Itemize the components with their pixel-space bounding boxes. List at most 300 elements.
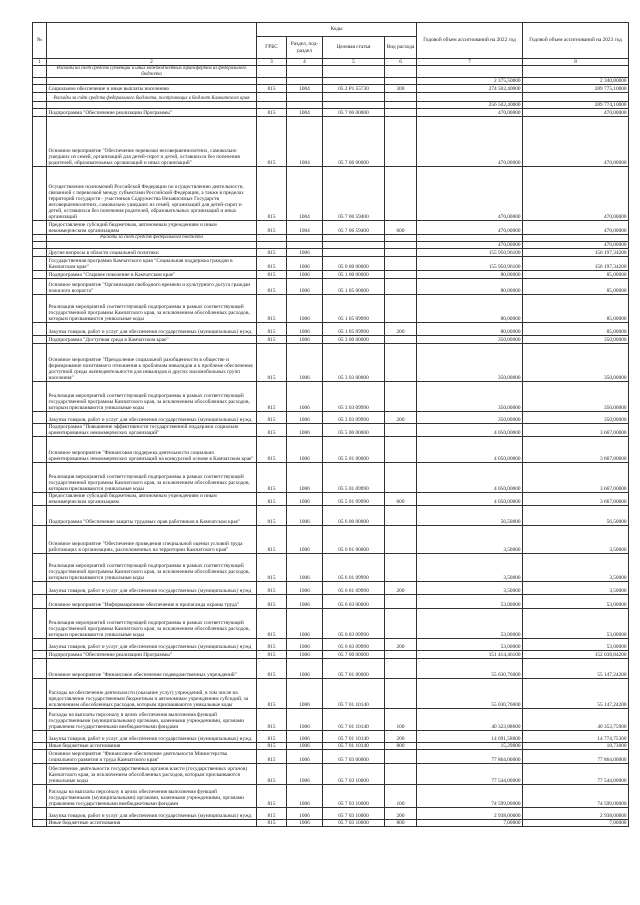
row-num-cell — [33, 411, 47, 423]
row-name: Государственная программа Камчатского края "Социальная поддержка граждан в Камчатском крае" — [47, 256, 257, 270]
row-vr — [385, 109, 417, 117]
table-row — [33, 526, 629, 554]
row-name: Иные бюджетные ассигнования — [47, 820, 257, 827]
index-cell: 8 — [523, 59, 629, 66]
header-name — [47, 23, 257, 59]
header-razdel: Раздел, под- раздел — [287, 37, 323, 59]
row-razdel: 1006 — [287, 248, 323, 256]
row-csr: 05 6 00 00000 — [323, 506, 385, 526]
row-num-cell — [33, 102, 47, 109]
row-csr: 05 7 01 10140 — [323, 731, 385, 743]
row-plan-2023: 53,00000 — [523, 639, 629, 651]
row-grbs: 815 — [257, 463, 287, 493]
row-razdel: 1006 — [287, 493, 323, 506]
row-plan-2022 — [417, 93, 523, 102]
row-plan-2022: 4 050,00000 — [417, 423, 523, 436]
row-vr — [385, 248, 417, 256]
row-grbs: 815 — [257, 85, 287, 93]
row-csr: 05 1 05 09990 — [323, 322, 385, 335]
row-plan-2023: 85,00000 — [523, 294, 629, 322]
row-vr — [385, 764, 417, 785]
row-name: Закупка товаров, работ и услуг для обеспечения государственных (муниципальных) нужд — [47, 731, 257, 743]
header-plan-2022: Годовой объем ассигнований на 2022 год — [417, 23, 523, 59]
table-row — [33, 709, 629, 731]
table-row — [33, 731, 629, 743]
row-name: Подпрограмма "Старшее поколение в Камчатском крае" — [47, 270, 257, 278]
row-name: Основное мероприятие "Организация свободного времени и культурного досуга граждан пожилого возраста" — [47, 278, 257, 294]
row-num-cell — [33, 78, 47, 85]
header-num: № — [33, 23, 47, 59]
row-name: Реализация мероприятий соответствующей подпрограммы в рамках соответствующей государственной программы Камчатского края, за исключением обособленных расходов, которым присваиваются уникальные коды — [47, 294, 257, 322]
table-row — [33, 278, 629, 294]
row-vr — [385, 256, 417, 270]
row-plan-2022: 80,00000 — [417, 270, 523, 278]
row-vr — [385, 609, 417, 639]
row-vr — [385, 506, 417, 526]
row-plan-2022: 3,50000 — [417, 582, 523, 595]
row-plan-2023: 350,00000 — [523, 411, 629, 423]
row-plan-2022: 470,00000 — [417, 167, 523, 221]
row-csr: 05 6 03 09990 — [323, 609, 385, 639]
row-plan-2023: 85,00000 — [523, 270, 629, 278]
row-plan-2022: 2 375,50000 — [417, 78, 523, 85]
row-grbs: 815 — [257, 785, 287, 808]
row-num-cell — [33, 294, 47, 322]
header-plan-2023: Годовой объем ассигнований на 2023 год — [523, 23, 629, 59]
row-plan-2022: 4 050,00000 — [417, 437, 523, 463]
row-razdel: 1006 — [287, 731, 323, 743]
row-vr: 200 — [385, 411, 417, 423]
row-grbs: 815 — [257, 679, 287, 709]
row-num-cell — [33, 256, 47, 270]
row-plan-2023: 53,00000 — [523, 595, 629, 609]
row-name: Закупка товаров, работ и услуг для обеспечения государственных (муниципальных) нужд — [47, 411, 257, 423]
row-razdel: 1006 — [287, 639, 323, 651]
row-vr: 100 — [385, 785, 417, 808]
row-name: Основное мероприятие "Преодоление социальной разобщенности в обществе и формирование позитивного отношения к проблемам инвалидов и к проблеме обеспечения доступной среды жизнедеятельности для инвалидов и других маломобильных групп населения" — [47, 343, 257, 381]
row-grbs: 815 — [257, 731, 287, 743]
row-plan-2022: 74 599,00000 — [417, 785, 523, 808]
row-plan-2022: 256 502,40000 — [417, 102, 523, 109]
row-plan-2022: 14 691,58600 — [417, 731, 523, 743]
row-csr: 05 5 00 00000 — [323, 423, 385, 436]
row-plan-2022: 155 950,96100 — [417, 248, 523, 256]
row-grbs: 815 — [257, 381, 287, 411]
row-csr — [323, 241, 385, 248]
row-csr: 05 0 00 00000 — [323, 256, 385, 270]
row-vr — [385, 526, 417, 554]
row-plan-2022: 2 938,00000 — [417, 808, 523, 820]
table-row — [33, 102, 629, 109]
row-grbs: 815 — [257, 278, 287, 294]
row-plan-2023: 55 147,24200 — [523, 659, 629, 679]
row-plan-2022: 7,00000 — [417, 820, 523, 827]
row-razdel: 1004 — [287, 167, 323, 221]
row-plan-2022: 80,00000 — [417, 294, 523, 322]
row-vr — [385, 335, 417, 343]
row-razdel: 1006 — [287, 743, 323, 750]
row-grbs: 815 — [257, 221, 287, 235]
row-csr: 05 1 05 00000 — [323, 278, 385, 294]
row-name: Основное мероприятие "Финансовое обеспечение подведомственных учреждений" — [47, 659, 257, 679]
row-name: Предоставление субсидий бюджетным, автономным учреждениям и иным некоммерческим организациям — [47, 493, 257, 506]
row-csr — [323, 78, 385, 85]
row-vr: 300 — [385, 85, 417, 93]
row-csr: 05 6 01 09990 — [323, 582, 385, 595]
row-vr: 200 — [385, 808, 417, 820]
row-plan-2023: 14 774,75300 — [523, 731, 629, 743]
row-plan-2022: 53,00000 — [417, 595, 523, 609]
row-plan-2022: 470,00000 — [417, 109, 523, 117]
row-num-cell — [33, 66, 47, 78]
table-row — [33, 85, 629, 93]
row-plan-2023: 53,00000 — [523, 609, 629, 639]
row-name: Предоставление субсидий бюджетным, автономным учреждениям и иным некоммерческим организациям — [47, 221, 257, 235]
row-csr: 05 7 03 10000 — [323, 808, 385, 820]
row-vr — [385, 651, 417, 659]
row-vr — [385, 167, 417, 221]
row-plan-2023: 56,50000 — [523, 506, 629, 526]
row-csr: 05 7 01 10140 — [323, 709, 385, 731]
row-csr: 05 7 00 00000 — [323, 109, 385, 117]
table-row — [33, 411, 629, 423]
row-csr: 05 2 P1 55730 — [323, 85, 385, 93]
row-num-cell — [33, 709, 47, 731]
row-razdel: 1006 — [287, 582, 323, 595]
row-plan-2023: 85,00000 — [523, 278, 629, 294]
table-row — [33, 764, 629, 785]
row-razdel: 1006 — [287, 322, 323, 335]
row-grbs: 815 — [257, 609, 287, 639]
row-csr: 05 7 06 00000 — [323, 117, 385, 167]
row-csr — [323, 66, 385, 78]
row-name: Основное мероприятие "Финансовая поддержка деятельности социально ориентированных некоммерческих организаций на конкурсной основе в Камчатском крае" — [47, 437, 257, 463]
row-grbs: 815 — [257, 493, 287, 506]
row-csr: 05 5 01 00000 — [323, 437, 385, 463]
index-cell: 2 — [47, 59, 257, 66]
row-num-cell — [33, 93, 47, 102]
row-vr — [385, 750, 417, 764]
row-csr: 05 7 03 10000 — [323, 785, 385, 808]
table-row — [33, 248, 629, 256]
row-vr — [385, 381, 417, 411]
row-plan-2022: 350,00000 — [417, 381, 523, 411]
row-note: Расходы на счёт средств субвенций и иных межбюджетных трансфертов из федерального бюджета — [47, 66, 257, 78]
row-num-cell — [33, 167, 47, 221]
table-row — [33, 820, 629, 827]
table-row — [33, 294, 629, 322]
row-plan-2023: 470,00000 — [523, 117, 629, 167]
table-row — [33, 493, 629, 506]
row-plan-2023: 3 667,00000 — [523, 463, 629, 493]
row-plan-2023: 470,00000 — [523, 241, 629, 248]
row-plan-2022: 3,50000 — [417, 554, 523, 582]
row-plan-2023: 289 774,10000 — [523, 102, 629, 109]
table-row — [33, 322, 629, 335]
row-vr — [385, 270, 417, 278]
row-num-cell — [33, 651, 47, 659]
row-razdel: 1006 — [287, 609, 323, 639]
row-grbs: 815 — [257, 256, 287, 270]
row-plan-2023: 289 775,10000 — [523, 85, 629, 93]
row-razdel: 1006 — [287, 526, 323, 554]
row-name: Другие вопросы в области социальной политики — [47, 248, 257, 256]
row-name — [47, 241, 257, 248]
row-csr: 05 1 05 09990 — [323, 294, 385, 322]
row-plan-2023 — [523, 66, 629, 78]
row-plan-2023: 350,00000 — [523, 335, 629, 343]
row-grbs: 815 — [257, 651, 287, 659]
row-csr: 05 7 01 10140 — [323, 679, 385, 709]
row-razdel: 1006 — [287, 554, 323, 582]
row-plan-2022: 155 950,96100 — [417, 256, 523, 270]
row-plan-2022: 56,50000 — [417, 506, 523, 526]
row-vr — [385, 102, 417, 109]
table-row — [33, 167, 629, 221]
row-grbs: 815 — [257, 582, 287, 595]
table-row — [33, 335, 629, 343]
row-razdel: 1006 — [287, 270, 323, 278]
row-plan-2022: 274 502,40000 — [417, 85, 523, 93]
row-name: Основное мероприятие "Обеспечение проведения специальной оценки условий труда работающих в организациях, расположенных на территории Камчатского края" — [47, 526, 257, 554]
row-plan-2022: 53,00000 — [417, 639, 523, 651]
row-note: Расходы за счёт средств федерального бюджета — [47, 235, 257, 242]
row-razdel — [287, 93, 323, 102]
row-plan-2023: 156 197,34200 — [523, 256, 629, 270]
row-name: Подпрограмма "Обеспечение реализации Программы" — [47, 651, 257, 659]
row-vr: 200 — [385, 582, 417, 595]
row-num-cell — [33, 463, 47, 493]
row-vr — [385, 463, 417, 493]
row-grbs: 815 — [257, 167, 287, 221]
row-razdel: 1006 — [287, 256, 323, 270]
row-razdel: 1006 — [287, 764, 323, 785]
row-num-cell — [33, 322, 47, 335]
row-razdel: 1006 — [287, 463, 323, 493]
row-csr: 05 7 06 59400 — [323, 221, 385, 235]
budget-table — [32, 22, 629, 827]
row-vr — [385, 78, 417, 85]
row-csr: 05 3 00 00000 — [323, 335, 385, 343]
row-vr: 800 — [385, 743, 417, 750]
row-vr — [385, 278, 417, 294]
row-vr: 100 — [385, 709, 417, 731]
row-plan-2023: 350,00000 — [523, 381, 629, 411]
row-plan-2022: 350,00000 — [417, 335, 523, 343]
row-plan-2022: 55 030,76000 — [417, 659, 523, 679]
row-vr — [385, 241, 417, 248]
row-grbs: 815 — [257, 437, 287, 463]
table-row — [33, 381, 629, 411]
row-razdel: 1006 — [287, 659, 323, 679]
row-num-cell — [33, 659, 47, 679]
row-grbs: 815 — [257, 506, 287, 526]
row-name: Подпрограмма "Доступная среда в Камчатском крае" — [47, 335, 257, 343]
row-razdel: 1006 — [287, 820, 323, 827]
row-name: Расходы на выплаты персоналу в целях обеспечения выполнения функций государственными (муниципальными) органами, казенными учреждениями, органами управления государственными внебюджетными фондами — [47, 785, 257, 808]
row-plan-2022: 4 050,00000 — [417, 463, 523, 493]
row-grbs: 815 — [257, 322, 287, 335]
row-name: Осуществление полномочий Российской Федерации по осуществлению деятельности, связанной с перевозкой между субъектами Российской Федерации, а также в пределах территорий государств - участников Содружества Независимых Государств несовершеннолетних, самовольно ушедших из семей, организаций для детей-сирот и детей, оставшихся без попечения родителей, образовательных организаций и иных организаций — [47, 167, 257, 221]
row-num-cell — [33, 639, 47, 651]
row-name: Основное мероприятие "Обеспечение перевозки несовершеннолетних, самовольно ушедших из семей, организаций для детей-сирот и детей, оставшихся без попечения родителей, образовательных организаций и иных организаций" — [47, 117, 257, 167]
row-csr: 05 1 00 00000 — [323, 270, 385, 278]
row-vr — [385, 659, 417, 679]
header-csr: Целевая статья — [323, 37, 385, 59]
row-name: Реализация мероприятий соответствующей подпрограммы в рамках соответствующей государственной программы Камчатского края, за исключением обособленных расходов, которым присваиваются уникальные коды — [47, 381, 257, 411]
table-row — [33, 343, 629, 381]
row-name: Закупка товаров, работ и услуг для обеспечения государственных (муниципальных) нужд — [47, 639, 257, 651]
row-plan-2023: 3,50000 — [523, 526, 629, 554]
table-row — [33, 743, 629, 750]
row-name: Закупка товаров, работ и услуг для обеспечения государственных (муниципальных) нужд — [47, 322, 257, 335]
row-plan-2023: 470,00000 — [523, 109, 629, 117]
row-plan-2023: 40 353,75900 — [523, 709, 629, 731]
table-row — [33, 651, 629, 659]
row-plan-2023: 3 667,00000 — [523, 423, 629, 436]
row-plan-2022: 4 050,00000 — [417, 493, 523, 506]
row-num-cell — [33, 526, 47, 554]
row-grbs: 815 — [257, 526, 287, 554]
row-name: Иные бюджетные ассигнования — [47, 743, 257, 750]
row-plan-2023: 55 147,24200 — [523, 679, 629, 709]
table-body — [33, 66, 629, 827]
row-razdel — [287, 66, 323, 78]
row-plan-2023: 74 599,00000 — [523, 785, 629, 808]
row-plan-2023: 470,00000 — [523, 167, 629, 221]
row-grbs: 815 — [257, 423, 287, 436]
row-num-cell — [33, 609, 47, 639]
row-grbs: 815 — [257, 335, 287, 343]
row-csr: 05 3 03 00000 — [323, 343, 385, 381]
row-csr: 05 7 03 00000 — [323, 750, 385, 764]
table-row — [33, 78, 629, 85]
table-row — [33, 437, 629, 463]
row-plan-2022: 77 864,00000 — [417, 750, 523, 764]
row-name: Подпрограмма "Повышение эффективности государственной поддержки социально ориентированных некоммерческих организаций" — [47, 423, 257, 436]
row-num-cell — [33, 750, 47, 764]
row-name: Социальное обеспечение и иные выплаты населению — [47, 85, 257, 93]
row-name — [47, 102, 257, 109]
row-csr — [323, 248, 385, 256]
row-razdel: 1006 — [287, 278, 323, 294]
table-row — [33, 506, 629, 526]
table-row — [33, 109, 629, 117]
row-num-cell — [33, 493, 47, 506]
table-row — [33, 423, 629, 436]
row-name: Обеспечение деятельности государственных органов власти (государственных органов) Камчатского края, за исключением обособленных расходов, которым присваиваются уникальные коды — [47, 764, 257, 785]
table-row — [33, 808, 629, 820]
row-name: Реализация мероприятий соответствующей подпрограммы в рамках соответствующей государственной программы Камчатского края, за исключением обособленных расходов, которым присваиваются уникальные коды — [47, 463, 257, 493]
row-num-cell — [33, 241, 47, 248]
row-grbs: 815 — [257, 820, 287, 827]
table-row — [33, 679, 629, 709]
row-plan-2023: 152 038,84200 — [523, 651, 629, 659]
row-grbs — [257, 102, 287, 109]
row-razdel: 1006 — [287, 595, 323, 609]
row-grbs: 815 — [257, 117, 287, 167]
index-cell: 5 — [323, 59, 385, 66]
table-row — [33, 66, 629, 78]
header-codes: Коды — [257, 23, 417, 37]
row-razdel: 1006 — [287, 651, 323, 659]
row-name: Расходы на выплаты персоналу в целях обеспечения выполнения функций государственными (муниципальными) органами, казенными учреждениями, органами управления государственными внебюджетными фондами — [47, 709, 257, 731]
row-plan-2023 — [523, 93, 629, 102]
row-plan-2023: 3,50000 — [523, 582, 629, 595]
row-name: Закупка товаров, работ и услуг для обеспечения государственных (муниципальных) нужд — [47, 582, 257, 595]
row-name: Основное мероприятие "Информационное обеспечение и пропаганда охраны труда" — [47, 595, 257, 609]
table-row — [33, 256, 629, 270]
row-name: Закупка товаров, работ и услуг для обеспечения государственных (муниципальных) нужд — [47, 808, 257, 820]
index-cell: 6 — [385, 59, 417, 66]
row-name: Подпрограмма "Обеспечение реализации Программы" — [47, 109, 257, 117]
row-grbs: 815 — [257, 659, 287, 679]
row-csr: 05 6 03 09990 — [323, 639, 385, 651]
row-vr: 800 — [385, 820, 417, 827]
row-csr: 05 7 03 10000 — [323, 764, 385, 785]
row-num-cell — [33, 820, 47, 827]
row-plan-2022: 470,00000 — [417, 221, 523, 235]
row-num-cell — [33, 248, 47, 256]
row-plan-2022: 80,00000 — [417, 278, 523, 294]
row-vr — [385, 343, 417, 381]
row-grbs — [257, 66, 287, 78]
table-row — [33, 117, 629, 167]
row-grbs — [257, 93, 287, 102]
row-grbs: 815 — [257, 808, 287, 820]
row-razdel — [287, 78, 323, 85]
row-plan-2022: 77 544,00000 — [417, 764, 523, 785]
row-plan-2023: 3 667,00000 — [523, 437, 629, 463]
row-razdel: 1006 — [287, 411, 323, 423]
row-razdel: 1006 — [287, 294, 323, 322]
index-cell: 7 — [417, 59, 523, 66]
row-grbs: 815 — [257, 709, 287, 731]
row-num-cell — [33, 109, 47, 117]
row-vr — [385, 93, 417, 102]
row-razdel: 1006 — [287, 785, 323, 808]
row-vr — [385, 437, 417, 463]
row-num-cell — [33, 343, 47, 381]
row-razdel — [287, 102, 323, 109]
row-plan-2022: 470,00000 — [417, 117, 523, 167]
row-num-cell — [33, 85, 47, 93]
table-row — [33, 609, 629, 639]
header-grbs: ГРБС — [257, 37, 287, 59]
row-plan-2023: 3 667,00000 — [523, 493, 629, 506]
row-num-cell — [33, 595, 47, 609]
row-razdel: 1004 — [287, 109, 323, 117]
row-plan-2023: 7,00000 — [523, 820, 629, 827]
row-name — [47, 78, 257, 85]
row-num-cell — [33, 221, 47, 235]
table-row — [33, 639, 629, 651]
row-num-cell — [33, 381, 47, 411]
row-vr — [385, 423, 417, 436]
row-vr: 200 — [385, 322, 417, 335]
row-vr — [385, 679, 417, 709]
row-plan-2023: 3,50000 — [523, 554, 629, 582]
row-csr — [323, 93, 385, 102]
row-razdel: 1006 — [287, 335, 323, 343]
row-plan-2022 — [417, 66, 523, 78]
row-plan-2022: 350,00000 — [417, 411, 523, 423]
row-name: Основное мероприятие "Финансовое обеспечение деятельности Министерства социального развития и труда Камчатского края" — [47, 750, 257, 764]
row-vr: 600 — [385, 493, 417, 506]
table-row — [33, 270, 629, 278]
row-razdel: 1006 — [287, 709, 323, 731]
index-cell: 4 — [287, 59, 323, 66]
